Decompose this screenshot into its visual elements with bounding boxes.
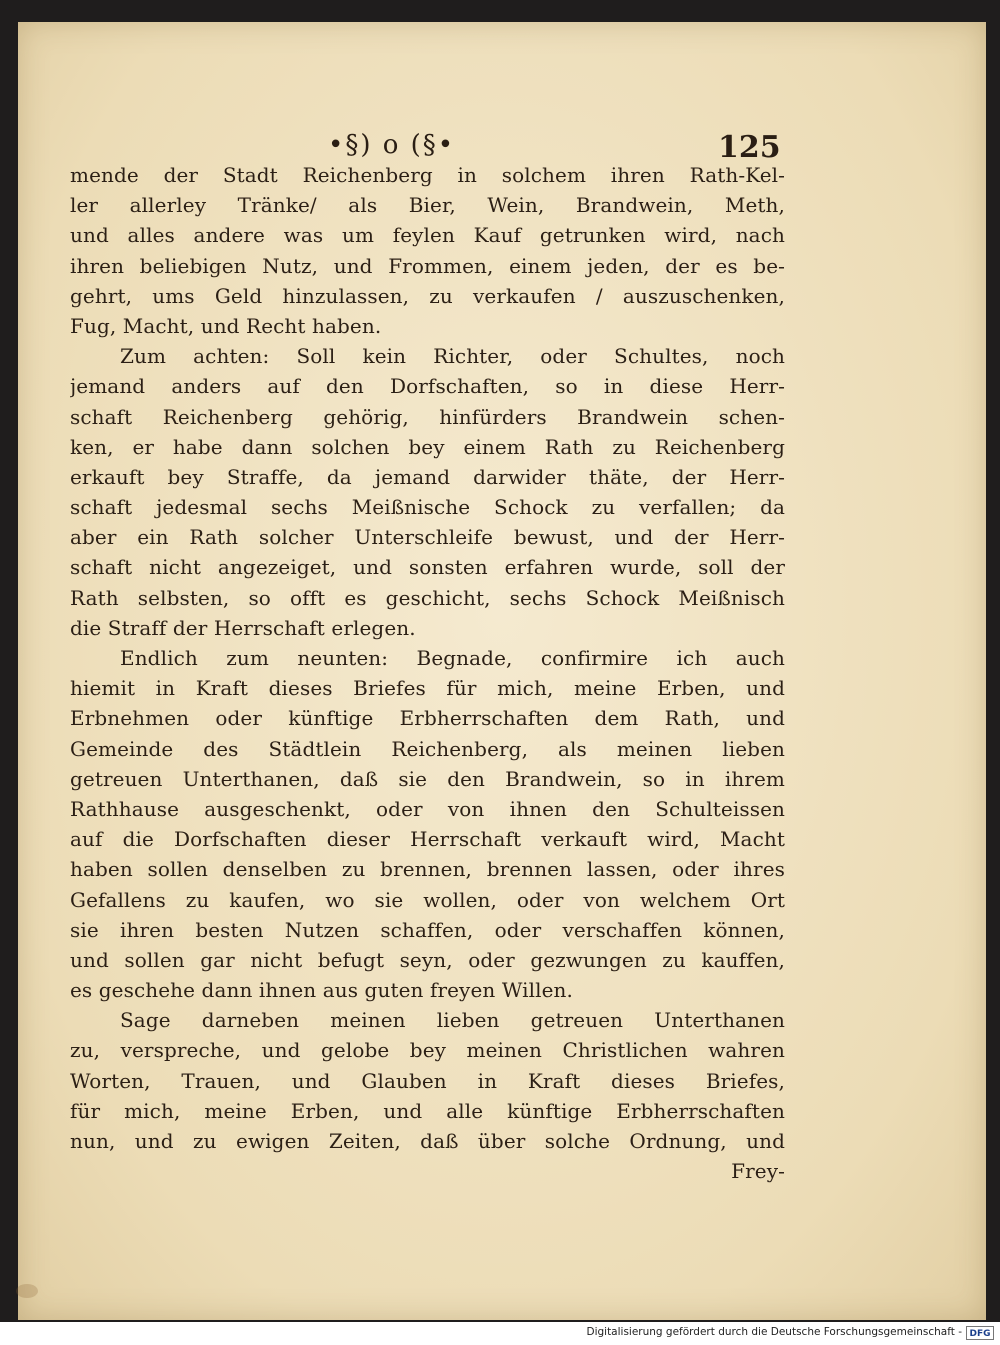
digitization-footer	[0, 1322, 1000, 1345]
text-line: Rathhause ausgeschenkt, oder von ihnen den Schulteissen	[70, 796, 785, 821]
text-line: gehrt, ums Geld hinzulassen, zu verkaufen / auszuschenken,	[70, 283, 785, 308]
text-line: ken, er habe dann solchen bey einem Rath zu Reichenberg	[70, 434, 785, 459]
text-line: hiemit in Kraft dieses Briefes für mich, meine Erben, und	[70, 676, 785, 701]
text-line: zu, verspreche, und gelobe bey meinen Christlichen wahren	[70, 1038, 785, 1063]
book-page	[18, 22, 986, 1320]
header-ornament: •§) o (§•	[328, 130, 456, 160]
text-line: nun, und zu ewigen Zeiten, daß über solche Ordnung, und	[70, 1129, 785, 1153]
text-line: Gemeinde des Städtlein Reichenberg, als meinen lieben	[70, 736, 785, 761]
text-line: sie ihren besten Nutzen schaffen, oder verschaffen können,	[70, 917, 785, 942]
text-line: aber ein Rath solcher Unterschleife bewust, und der Herr-	[70, 525, 785, 550]
text-line: auf die Dorfschaften dieser Herrschaft verkauft wird, Macht	[70, 827, 785, 852]
text-line: ihren beliebigen Nutz, und Frommen, einem jeden, der es be-	[70, 253, 785, 278]
page-number: 125	[718, 130, 781, 165]
text-line: getreuen Unterthanen, daß sie den Brandwein, so in ihrem	[70, 766, 785, 791]
text-line: jemand anders auf den Dorfschaften, so in diese Herr-	[70, 374, 785, 399]
text-line: mende der Stadt Reichenberg in solchem ihren Rath-Kel-	[70, 163, 785, 187]
text-line: schaft jedesmal sechs Meißnische Schock zu verfallen; da	[70, 495, 785, 520]
text-line: Sage darneben meinen lieben getreuen Unterthanen	[120, 1008, 785, 1033]
body-text	[70, 160, 785, 1186]
text-line: und sollen gar nicht befugt seyn, oder gezwungen zu kauffen,	[70, 947, 785, 972]
text-line: schaft nicht angezeiget, und sonsten erfahren wurde, soll der	[70, 555, 785, 580]
funding-credit: Digitalisierung gefördert durch die Deutsche Forschungsgemeinschaft -	[586, 1326, 962, 1338]
text-line: Gefallens zu kaufen, wo sie wollen, oder von welchem Ort	[70, 887, 785, 912]
text-line: Zum achten: Soll kein Richter, oder Schultes, noch	[120, 344, 785, 369]
text-line: Endlich zum neunten: Begnade, confirmire ich auch	[120, 646, 785, 670]
text-line: es geschehe dann ihnen aus guten freyen Willen.	[70, 978, 573, 1003]
dfg-logo: DFG	[966, 1326, 994, 1340]
catchword: Frey-	[731, 1159, 785, 1184]
text-line: erkauft bey Straffe, da jemand darwider thäte, der Herr-	[70, 464, 785, 489]
text-line: Worten, Trauen, und Glauben in Kraft dieses Briefes,	[70, 1068, 785, 1093]
text-line: ler allerley Tränke/ als Bier, Wein, Brandwein, Meth,	[70, 193, 785, 218]
text-line: Erbnehmen oder künftige Erbherrschaften dem Rath, und	[70, 706, 785, 731]
text-line: Rath selbsten, so offt es geschicht, sechs Schock Meißnisch	[70, 585, 785, 610]
text-line: haben sollen denselben zu brennen, brennen lassen, oder ihres	[70, 857, 785, 882]
text-line: die Straff der Herrschaft erlegen.	[70, 615, 416, 640]
text-line: und alles andere was um feylen Kauf getrunken wird, nach	[70, 223, 785, 248]
paper-stain	[16, 1284, 38, 1298]
text-line: für mich, meine Erben, und alle künftige Erbherrschaften	[70, 1098, 785, 1123]
text-line: Fug, Macht, und Recht haben.	[70, 313, 382, 338]
text-line: schaft Reichenberg gehörig, hinfürders Brandwein schen-	[70, 404, 785, 429]
